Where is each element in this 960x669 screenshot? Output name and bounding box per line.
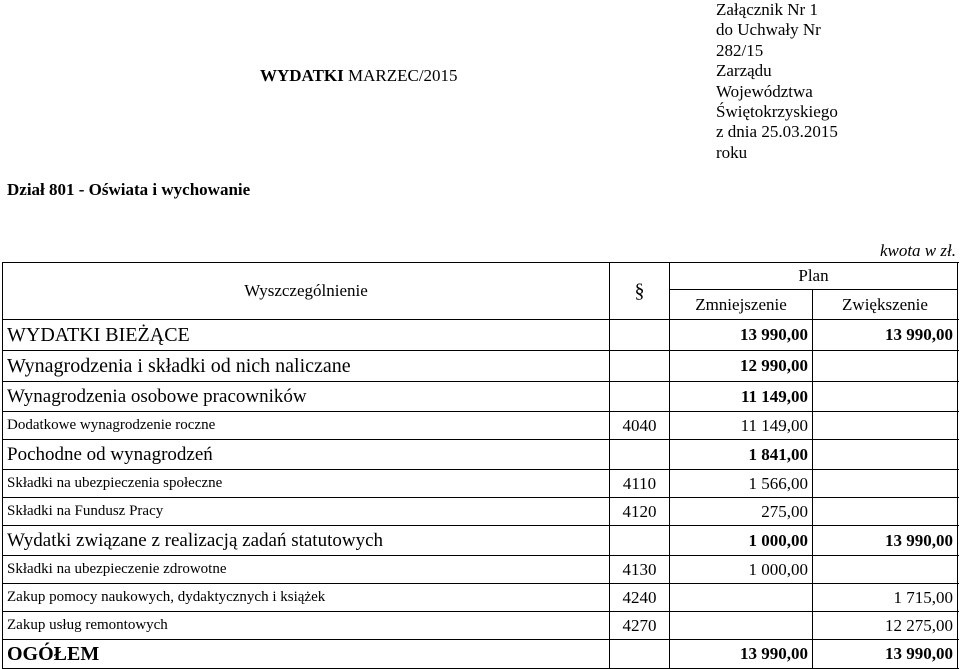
row-name: Składki na Fundusz Pracy: [3, 498, 610, 525]
row-code: 4130: [610, 556, 670, 583]
annex-line: do Uchwały Nr: [716, 20, 821, 40]
unit-label: kwota w zł.: [879, 241, 956, 260]
table-body: [3, 320, 959, 640]
header-plan-group: [670, 263, 958, 319]
row-name: Zakup pomocy naukowych, dydaktycznych i książek: [3, 584, 610, 611]
row-decrease: 1 566,00: [670, 470, 813, 497]
table-row-total: [3, 640, 959, 669]
row-name: Pochodne od wynagrodzeń: [3, 440, 610, 469]
row-name: Zakup usług remontowych: [3, 612, 610, 639]
table-row: [3, 584, 959, 612]
table-row: [3, 612, 959, 640]
row-increase: 12 275,00: [813, 612, 958, 639]
annex-line: Świętokrzyskiego: [716, 102, 838, 122]
header-plan-sub: [670, 290, 958, 319]
table-row: [3, 556, 959, 584]
row-code: [610, 382, 670, 411]
row-name: OGÓŁEM: [3, 640, 610, 668]
table-row: [3, 440, 959, 470]
table-row: [3, 382, 959, 412]
row-increase: 13 990,00: [813, 320, 958, 350]
annex-line: Zarządu: [716, 61, 772, 81]
annex-line: Załącznik Nr 1: [716, 0, 818, 19]
annex-line: 282/15: [716, 40, 764, 60]
row-decrease: 11 149,00: [670, 382, 813, 411]
expenses-table: [2, 262, 959, 669]
annex-note: [716, 0, 956, 163]
table-row: [3, 498, 959, 526]
row-code: [610, 440, 670, 469]
table-row: [3, 412, 959, 440]
table-row: [3, 470, 959, 498]
row-code: 4110: [610, 470, 670, 497]
row-decrease: 275,00: [670, 498, 813, 525]
table-header: [3, 263, 959, 320]
row-increase: [813, 412, 958, 439]
row-code: 4270: [610, 612, 670, 639]
row-decrease: [670, 584, 813, 611]
header-plan: Plan: [670, 263, 958, 290]
row-name: WYDATKI BIEŻĄCE: [3, 320, 610, 350]
row-code: 4240: [610, 584, 670, 611]
row-increase: [813, 498, 958, 525]
row-name: Składki na ubezpieczenia społeczne: [3, 470, 610, 497]
row-increase: [813, 440, 958, 469]
header-name: Wyszczególnienie: [3, 263, 610, 319]
header-increase: Zwiększenie: [813, 290, 958, 319]
header-paragraph: §: [610, 263, 670, 319]
row-decrease: 11 149,00: [670, 412, 813, 439]
row-code: [610, 526, 670, 555]
row-increase: 13 990,00: [813, 526, 958, 555]
row-code: [610, 320, 670, 350]
row-name: Wynagrodzenia i składki od nich naliczane: [3, 351, 610, 381]
row-decrease: 1 000,00: [670, 556, 813, 583]
annex-line: z dnia 25.03.2015: [716, 122, 838, 142]
row-decrease: 13 990,00: [670, 320, 813, 350]
row-name: Wynagrodzenia osobowe pracowników: [3, 382, 610, 411]
row-increase: [813, 382, 958, 411]
row-decrease: 13 990,00: [670, 640, 813, 668]
row-code: [610, 351, 670, 381]
section-heading: Dział 801 - Oświata i wychowanie: [7, 180, 251, 199]
header-decrease: Zmniejszenie: [670, 290, 813, 319]
row-decrease: 1 000,00: [670, 526, 813, 555]
document-title-rest: MARZEC/2015: [343, 66, 458, 85]
row-increase: 1 715,00: [813, 584, 958, 611]
row-decrease: [670, 612, 813, 639]
row-decrease: 1 841,00: [670, 440, 813, 469]
row-decrease: 12 990,00: [670, 351, 813, 381]
row-name: Składki na ubezpieczenie zdrowotne: [3, 556, 610, 583]
table-row: [3, 351, 959, 382]
row-code: [610, 640, 670, 668]
document-title: [260, 66, 458, 86]
annex-line: Województwa: [716, 81, 813, 101]
row-increase: [813, 351, 958, 381]
row-increase: [813, 556, 958, 583]
annex-line: roku: [716, 142, 748, 162]
row-code: 4120: [610, 498, 670, 525]
row-code: 4040: [610, 412, 670, 439]
row-name: Wydatki związane z realizacją zadań statutowych: [3, 526, 610, 555]
table-row: [3, 526, 959, 556]
document-title-bold: WYDATKI: [260, 66, 344, 85]
row-increase: [813, 470, 958, 497]
row-increase: 13 990,00: [813, 640, 958, 668]
row-name: Dodatkowe wynagrodzenie roczne: [3, 412, 610, 439]
table-row: [3, 320, 959, 351]
